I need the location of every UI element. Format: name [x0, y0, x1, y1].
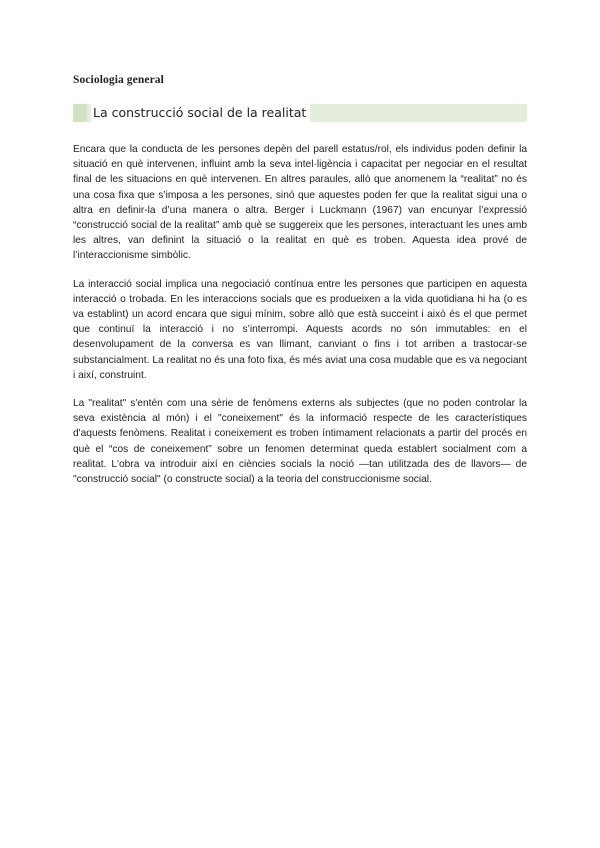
- paragraph-2: La interacció social implica una negociació contínua entre les persones que participen en aquesta interacció o trobada. En les interaccions socials que es produeixen a la vida quotidiana hi ha (o es va establint) un acord encara que sigui mínim, sobre allò que està succeint i això és el que permet que continuï la interacció i no s’interrompi. Aquests acords no són immutables: en el desenvolupament de la conversa es van llimant, canviant o fins i tot arriben a trastocar-se substancialment. La realitat no és una foto fixa, és més aviat una cosa mudable que es va negociant i així, construint.: [73, 278, 527, 381]
- paragraph-1: Encara que la conducta de les persones depèn del parell estatus/rol, els individus poden definir la situació en què intervenen, influint amb la seva intel·ligència i capacitat per negociar en el resultat final de les situacions en què intervenen. En altres paraules, allò que anomenem la “realitat” no és una cosa fixa que s’imposa a les persones, sinó que aquestes poden fer que la realitat sigui una o altra en definir-la d’una manera o altra. Berger i Luckmann (1967) van encunyar l’expressió “construcció social de la realitat” amb què se suggereix que les persones, interactuant les unes amb les altres, van definint la situació o la realitat en què es troben. Aquesta idea prové de l’interaccionisme simbòlic.: [73, 144, 527, 262]
- document-page: [73, 72, 527, 500]
- body-text: [73, 142, 527, 487]
- section-title: La construcció social de la realitat: [91, 104, 310, 122]
- document-header: Sociologia general: [73, 74, 164, 86]
- paragraph-3: La "realitat" s'entén com una sèrie de fenòmens externs als subjectes (que no poden controlar la seva existència al món) i el "coneixement" és la informació respecte de les característiques d'aquests fenòmens. Realitat i coneixement es troben íntimament relacionats a partir del procés en què el “cos de coneixement” sobre un fenomen determinat queda establert socialment com a realitat. L'obra va introduir així en ciències socials la noció —tan utilitzada des de llavors— de "construcció social" (o constructe social) a la teoria del construccionisme social.: [73, 398, 527, 486]
- section-heading-accent: [73, 104, 87, 122]
- section-heading-bar: [73, 104, 527, 122]
